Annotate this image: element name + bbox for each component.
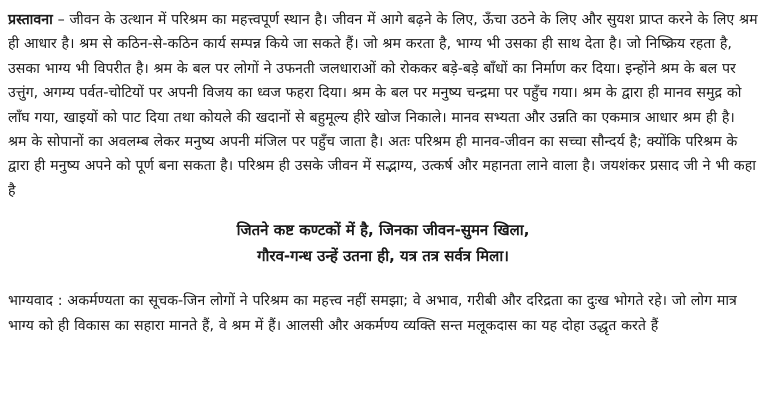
fatalism-paragraph: भाग्यवाद : अकर्मण्यता का सूचक-जिन लोगों ने परिश्रम का महत्त्व नहीं समझा; वे अभाव, गरीबी और दरिद्रता का दुःख भोगते रहे। जो लोग मात्र भाग्य को ही विकास का सहारा मानते हैं, वे श्रम में हैं। आलसी और अकर्मण्य व्यक्ति सन्त मलूकदास का यह दोहा उद्धृत करते हैं bbox=[8, 293, 737, 334]
introduction-heading: प्रस्तावना bbox=[8, 12, 53, 28]
poem-line-2: गौरव-गन्ध उन्हें उतना ही, यत्र तत्र सर्वत्र मिला। bbox=[257, 247, 509, 266]
poem-line-1: जितने कष्ट कण्टकों में है, जिनका जीवन-सुमन खिला, bbox=[236, 221, 530, 240]
introduction-paragraph bbox=[8, 8, 758, 203]
introduction-text: – जीवन के उत्थान में परिश्रम का महत्त्वपूर्ण स्थान है। जीवन में आगे बढ़ने के लिए, ऊँचा उठने के लिए और सुयश प्राप्त करने के लिए श्रम ही आधार है। श्रम से कठिन-से-कठिन कार्य सम्पन्न किये जा सकते हैं। जो श्रम करता है, भाग्य भी उसका ही साथ देता है। जो निष्क्रिय रहता है, उसका भाग्य भी विपरीत है। श्रम के बल पर लोगों ने उफनती जलधाराओं को रोककर बड़े-बड़े बाँधों का निर्माण कर दिया। इन्होंने श्रम के बल पर उत्तुंग, अगम्य पर्वत-चोटियों पर अपनी विजय का ध्वज फहरा दिया। श्रम के बल पर मनुष्य चन्द्रमा पर पहुँच गया। श्रम के द्वारा ही मानव समुद्र को लाँघ गया, खाइयों को पाट दिया तथा कोयले की खदानों से बहुमूल्य हीरे खोज निकाले। मानव सभ्यता और उन्नति का एकमात्र आधार श्रम ही है। श्रम के सोपानों का अवलम्ब लेकर मनुष्य अपनी मंजिल पर पहुँच जाता है। अतः परिश्रम ही मानव-जीवन का सच्चा सौन्दर्य है; क्योंकि परिश्रम के द्वारा ही मनुष्य अपने को पूर्ण बना सकता है। परिश्रम ही उसके जीवन में सद्भाग्य, उत्कर्ष और महानता लाने वाला है। जयशंकर प्रसाद जी ने भी कहा है bbox=[8, 12, 758, 199]
poem-quote bbox=[8, 217, 758, 269]
